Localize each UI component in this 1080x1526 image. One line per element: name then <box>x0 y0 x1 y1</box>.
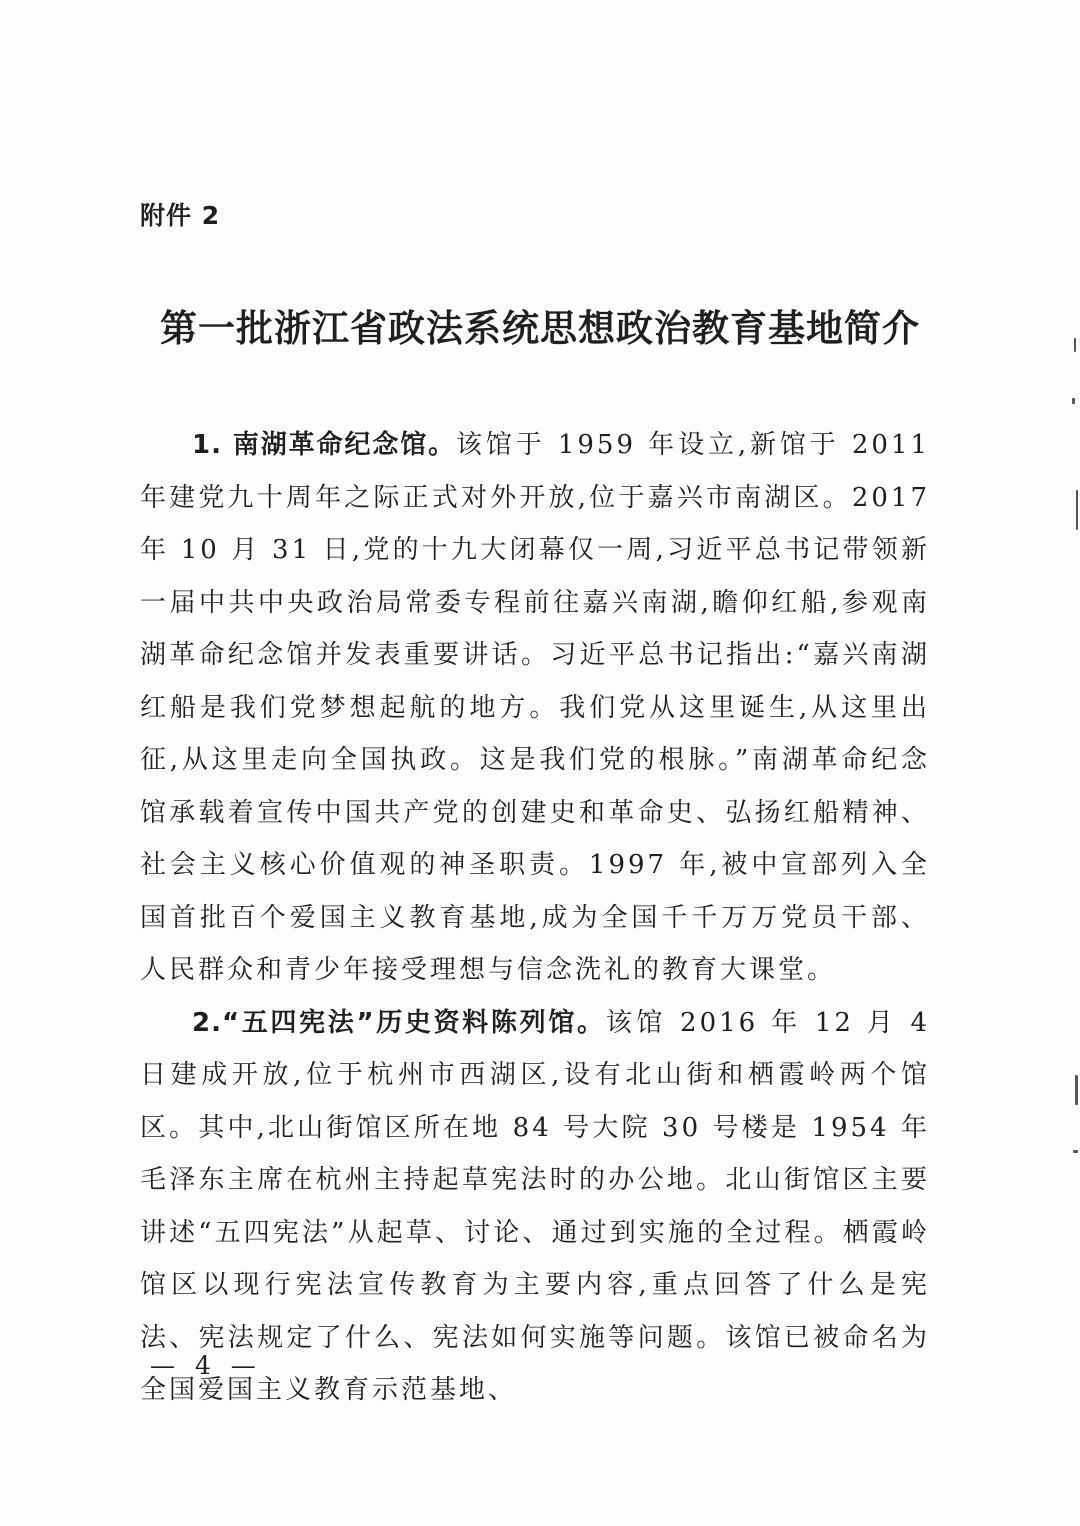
section-text-1: 该馆于 1959 年设立,新馆于 2011 年建党九十周年之际正式对外开放,位于嘉兴市南湖区。2017 年 10 月 31 日,党的十九大闭幕仅一周,习近平总书记带领新一届中共中央政治局常委专程前往嘉兴南湖,瞻仰红船,参观南湖革命纪念馆并发表重要讲话。习近平总书记指出:“嘉兴南湖红船是我们党梦想起航的地方。我们党从这里诞生,从这里出征,从这里走向全国执政。这是我们党的根脉。”南湖革命纪念馆承载着宣传中国共产党的创建史和革命史、弘扬红船精神、社会主义核心价值观的神圣职责。1997 年,被中宣部列入全国首批百个爱国主义教育基地,成为全国千千万万党员干部、人民群众和青少年接受理想与信念洗礼的教育大课堂。 <box>140 430 930 985</box>
document-body <box>140 419 930 1417</box>
scan-mark <box>1076 490 1078 530</box>
section-paragraph-1 <box>140 419 930 997</box>
attachment-label: 附件 2 <box>140 201 221 230</box>
scan-mark <box>1075 1075 1078 1105</box>
page-number: — 4 — <box>150 1351 262 1380</box>
scan-mark <box>1073 1150 1078 1153</box>
document-title: 第一批浙江省政法系统思想政治教育基地简介 <box>160 307 920 350</box>
scan-mark <box>1074 338 1076 352</box>
section-text-2: 该馆 2016 年 12 月 4 日建成开放,位于杭州市西湖区,设有北山街和栖霞岭两个馆区。其中,北山街馆区所在地 84 号大院 30 号楼是 1954 年毛泽东主席在杭州主持起草宪法时的办公地。北山街馆区主要讲述“五四宪法”从起草、讨论、通过到实施的全过程。栖霞岭馆区以现行宪法宣传教育为主要内容,重点回答了什么是宪法、宪法规定了什么、宪法如何实施等问题。该馆已被命名为全国爱国主义教育示范基地、 <box>140 1007 930 1405</box>
scan-mark <box>1072 398 1075 404</box>
section-heading-2: 2.“五四宪法”历史资料陈列馆。 <box>192 1007 606 1038</box>
section-heading-1: 1. 南湖革命纪念馆。 <box>192 430 457 460</box>
